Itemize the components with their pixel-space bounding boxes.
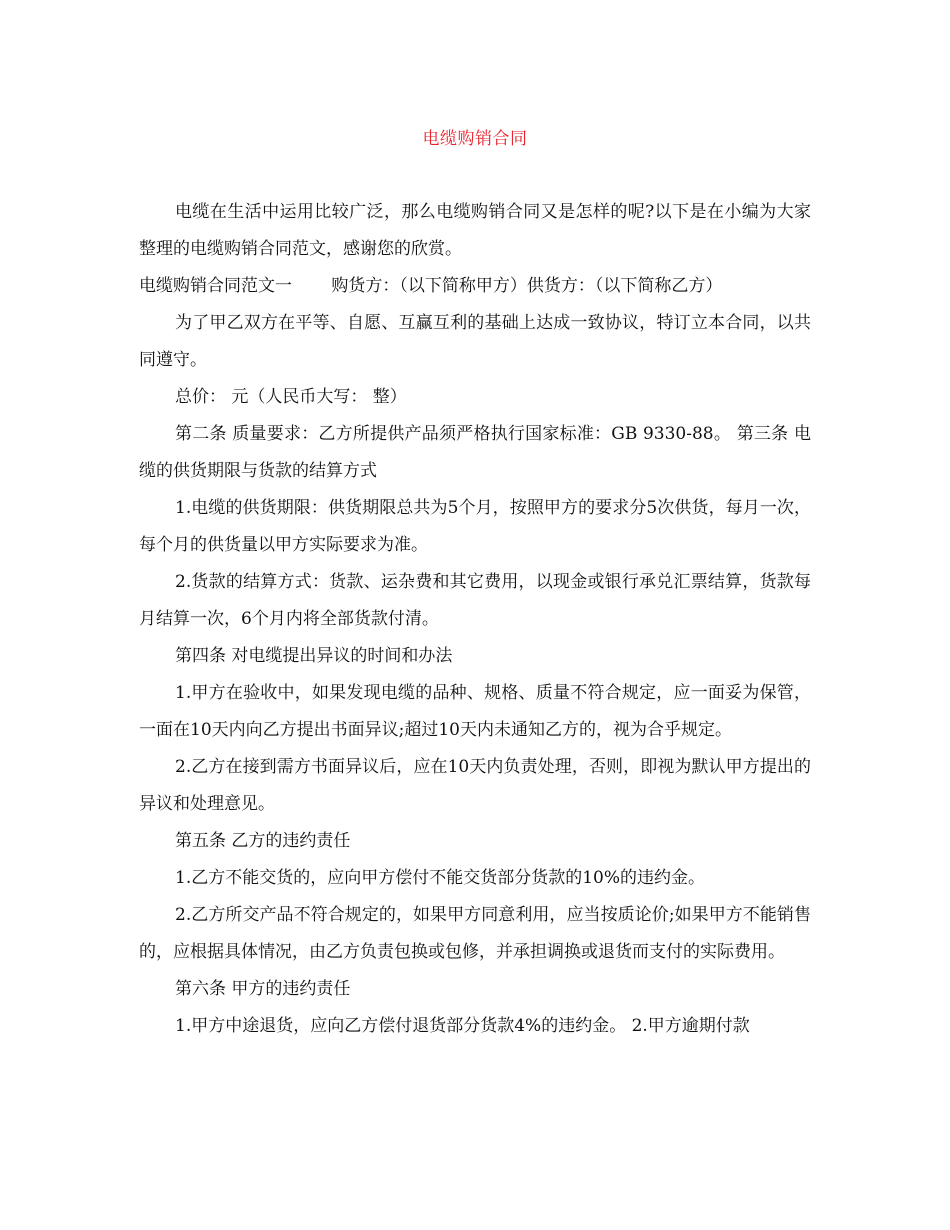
article-3-item-2: 2.货款的结算方式：货款、运杂费和其它费用，以现金或银行承兑汇票结算，货款每月结算一次，6个月内将全部货款付清。 <box>139 572 811 629</box>
document-title: 电缆购销合同 <box>422 129 528 149</box>
total-price-line: 总价： 元（人民币大写： 整） <box>175 387 407 407</box>
intro-paragraph: 电缆在生活中运用比较广泛，那么电缆购销合同又是怎样的呢?以下是在小编为大家整理的电缆购销合同范文，感谢您的欣赏。 <box>139 202 811 259</box>
article-3-item-1: 1.电缆的供货期限：供货期限总共为5个月，按照甲方的要求分5次供货，每月一次，每个月的供货量以甲方实际要求为准。 <box>139 498 811 555</box>
article-4-item-2: 2.乙方在接到需方书面异议后，应在10天内负责处理，否则，即视为默认甲方提出的异议和处理意见。 <box>139 757 811 814</box>
article-6-item-1: 1.甲方中途退货，应向乙方偿付退货部分货款4%的违约金。 2.甲方逾期付款 <box>175 1016 750 1036</box>
article-5-heading: 第五条 乙方的违约责任 <box>175 831 351 851</box>
article-4-heading: 第四条 对电缆提出异议的时间和办法 <box>175 646 453 666</box>
article-4-item-1: 1.甲方在验收中，如果发现电缆的品种、规格、质量不符合规定，应一面妥为保管，一面在10天内向乙方提出书面异议;超过10天内未通知乙方的，视为合乎规定。 <box>139 683 811 740</box>
parties-line: 电缆购销合同范文一 购货方：（以下简称甲方）供货方：（以下简称乙方） <box>139 276 723 296</box>
article-5-item-2: 2.乙方所交产品不符合规定的，如果甲方同意利用，应当按质论价;如果甲方不能销售的，应根据具体情况，由乙方负责包换或包修，并承担调换或退货而支付的实际费用。 <box>139 905 811 962</box>
agreement-paragraph: 为了甲乙双方在平等、自愿、互赢互利的基础上达成一致协议，特订立本合同，以共同遵守。 <box>139 313 811 370</box>
article-6-heading: 第六条 甲方的违约责任 <box>175 979 351 999</box>
article-5-item-1: 1.乙方不能交货的，应向甲方偿付不能交货部分货款的10%的违约金。 <box>175 868 706 888</box>
article-2-paragraph: 第二条 质量要求：乙方所提供产品须严格执行国家标准：GB 9330-88。 第三条 电缆的供货期限与货款的结算方式 <box>139 424 811 481</box>
document-body <box>139 194 811 1045</box>
